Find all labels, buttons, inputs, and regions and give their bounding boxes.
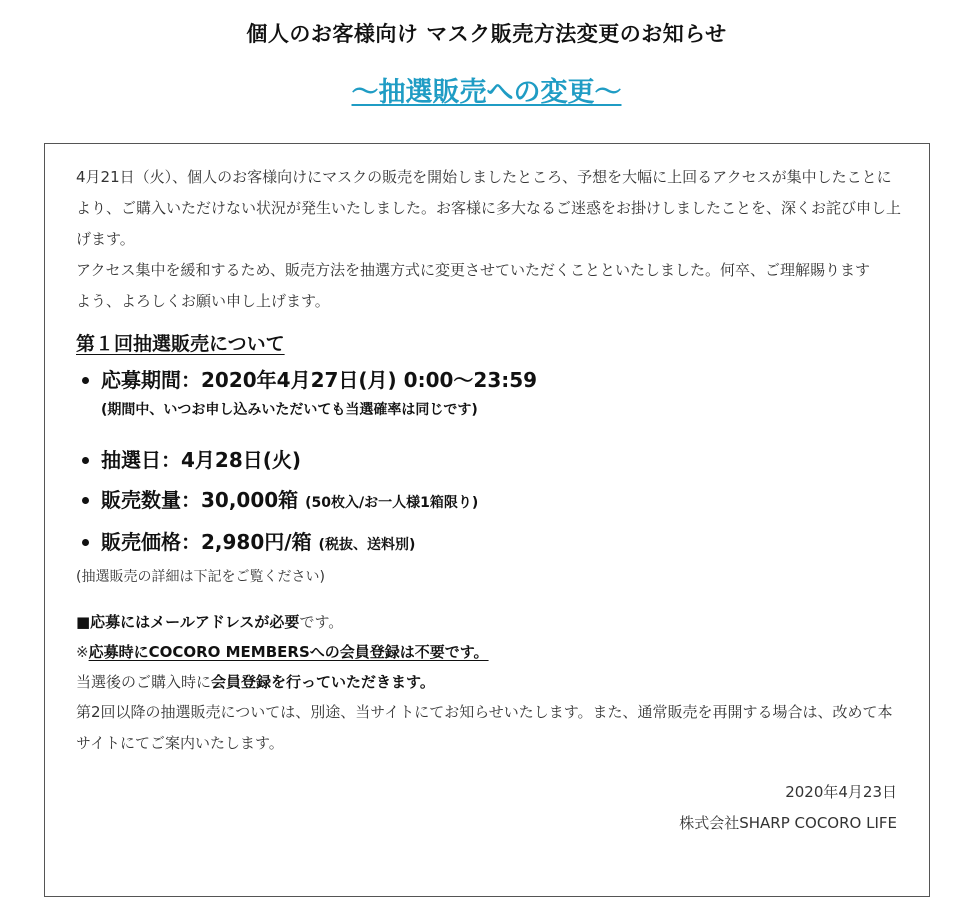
draw-date-label: 抽選日： [101,448,181,472]
list-item-application-period [76,365,899,429]
sales-price-note: (税抜、送料別) [318,537,416,553]
signature-block [76,777,899,839]
sales-quantity-note: (50枚入/お一人様1箱限り) [305,495,479,511]
page-title: 個人のお客様向け マスク販売方法変更のお知らせ [246,22,727,46]
bullet-icon [82,457,89,464]
company-name: 株式会社SHARP COCORO LIFE [679,814,897,832]
subtitle-link[interactable]: 〜抽選販売への変更〜 [351,77,622,108]
sales-price-value: 2,980円/箱 [201,530,312,554]
membership-prefix: ※ [76,643,89,661]
lottery-info-list [76,365,899,557]
registration-start: 当選後のご購入時に [76,673,212,691]
list-item-draw-date [76,445,899,475]
details-note: (抽選販売の詳細は下記をご覧ください) [76,569,325,585]
membership-line [76,637,899,667]
sales-quantity-value: 30,000箱 [201,488,299,512]
list-item-sales-quantity [76,485,899,515]
future-sales-paragraph: 第2回以降の抽選販売については、別途、当サイトにてお知らせいたします。また、通常販売を再開する場合は、改めて本サイトにてご案内いたします。 [76,703,893,752]
application-period-label: 応募期間： [101,368,201,392]
sales-price-label: 販売価格： [101,530,201,554]
email-requirement-bold: ■応募にはメールアドレスが必要 [76,613,300,631]
bullet-icon [82,539,89,546]
subtitle [0,70,973,109]
notice-date: 2020年4月23日 [785,783,897,801]
application-period-note: (期間中、いつお申し込みいただいても当選確率は同じです) [101,402,478,418]
requirement-block [76,607,899,697]
method-change-paragraph: アクセス集中を緩和するため、販売方法を抽選方式に変更させていただくことといたしました。何卒、ご理解賜りますよう、よろしくお願い申し上げます。 [76,261,870,310]
section-heading: 第１回抽選販売について [76,333,285,355]
email-requirement-line [76,607,899,637]
email-requirement-rest: です。 [299,613,344,631]
application-period-value: 2020年4月27日(月) 0:00〜23:59 [201,368,538,392]
draw-date-value: 4月28日(火) [181,448,302,472]
bullet-icon [82,497,89,504]
sales-quantity-label: 販売数量： [101,488,201,512]
bullet-icon [82,377,89,384]
registration-line [76,667,899,697]
apology-paragraph: 4月21日（火）、個人のお客様向けにマスクの販売を開始しましたところ、予想を大幅に上回るアクセスが集中したことにより、ご購入いただけない状況が発生いたしました。お客様に多大なるご迷惑をお掛けしましたことを、深くお詫び申し上げます。 [76,168,902,248]
notice-box [44,143,930,897]
registration-bold: 会員登録を行っていただきます。 [211,673,435,691]
list-item-sales-price [76,527,899,557]
membership-not-required: 応募時にCOCORO MEMBERSへの会員登録は不要です。 [88,643,489,661]
